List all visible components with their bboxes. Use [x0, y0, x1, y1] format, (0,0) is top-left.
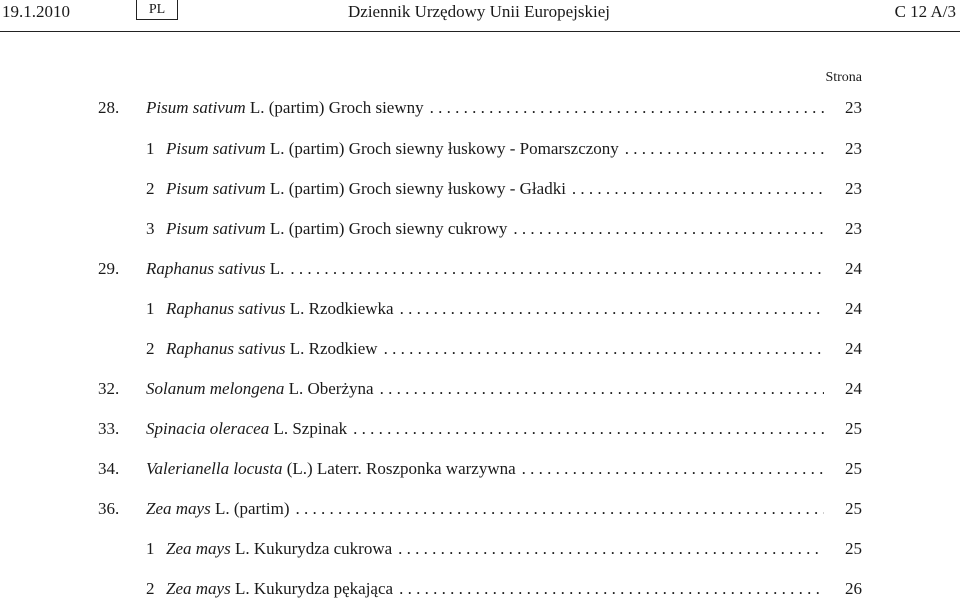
- common-name: L. (partim) Groch siewny łuskowy - Gładki: [269, 179, 566, 198]
- toc-entry: [146, 298, 824, 320]
- common-name: L. Rzodkiewka: [289, 299, 394, 318]
- scientific-name: Pisum sativum: [166, 179, 266, 198]
- toc-row[interactable]: [0, 458, 960, 480]
- scientific-name: Pisum sativum: [166, 219, 266, 238]
- toc-subentry-number: 2: [146, 179, 155, 198]
- toc-entry: [146, 578, 824, 600]
- dot-leader: [522, 458, 824, 480]
- dot-leader: [290, 258, 824, 280]
- journal-title: Dziennik Urzędowy Unii Europejskiej: [348, 2, 611, 21]
- toc-entry-number: 34.: [98, 459, 120, 478]
- toc-entry: [146, 338, 824, 360]
- scientific-name: Zea mays: [146, 499, 211, 518]
- dot-leader: [398, 538, 824, 560]
- toc-entry: [146, 138, 824, 160]
- toc-subentry-number: 3: [146, 219, 155, 238]
- scientific-name: Valerianella locusta: [146, 459, 283, 478]
- scientific-name: Solanum melongena: [146, 379, 285, 398]
- common-name: L. Szpinak: [273, 419, 348, 438]
- page-number: 24: [845, 299, 862, 318]
- language-badge: PL: [136, 0, 178, 20]
- dot-leader: [513, 218, 824, 240]
- toc-subentry-number: 1: [146, 299, 155, 318]
- page-column-label: Strona: [825, 70, 862, 85]
- toc-entry: [146, 538, 824, 560]
- common-name: (L.) Laterr. Roszponka warzywna: [286, 459, 516, 478]
- dot-leader: [399, 578, 824, 600]
- toc-entry: [146, 498, 824, 520]
- scientific-name: Raphanus sativus: [166, 339, 286, 358]
- toc-entry: [146, 178, 824, 200]
- page-number: 23: [845, 219, 862, 238]
- toc-row[interactable]: [0, 418, 960, 440]
- common-name: L. (partim) Groch siewny łuskowy - Pomarszczony: [269, 139, 619, 158]
- header-date: 19.1.2010: [2, 2, 70, 21]
- page-header: [0, 0, 960, 30]
- toc-row[interactable]: [0, 218, 960, 240]
- scientific-name: Spinacia oleracea: [146, 419, 270, 438]
- dot-leader: [353, 418, 824, 440]
- toc-subentry-number: 2: [146, 339, 155, 358]
- toc-subentry-number: 1: [146, 539, 155, 558]
- toc-subentry-number: 1: [146, 139, 155, 158]
- toc-row[interactable]: [0, 298, 960, 320]
- toc-row[interactable]: [0, 578, 960, 600]
- page-number: 23: [845, 179, 862, 198]
- scientific-name: Zea mays: [166, 539, 231, 558]
- scientific-name: Zea mays: [166, 579, 231, 598]
- toc-row[interactable]: [0, 538, 960, 560]
- header-rule: [0, 31, 960, 32]
- page-number: 23: [845, 139, 862, 158]
- toc-entry: [146, 97, 824, 119]
- toc-subentry-number: 2: [146, 579, 155, 598]
- toc-entry: [146, 258, 824, 280]
- page-number: 25: [845, 419, 862, 438]
- page-number: 23: [845, 98, 862, 117]
- toc-entry: [146, 378, 824, 400]
- common-name: L. (partim): [214, 499, 290, 518]
- page-number: 25: [845, 499, 862, 518]
- page-number: 25: [845, 539, 862, 558]
- common-name: L. Rzodkiew: [289, 339, 378, 358]
- toc-row[interactable]: [0, 97, 960, 119]
- toc-entry-number: 36.: [98, 499, 120, 518]
- page-number: 26: [845, 579, 862, 598]
- toc-entry-number: 28.: [98, 98, 120, 117]
- toc-entry: [146, 458, 824, 480]
- dot-leader: [380, 378, 824, 400]
- common-name: L.: [269, 259, 285, 278]
- toc-entry: [146, 418, 824, 440]
- common-name: L. (partim) Groch siewny cukrowy: [269, 219, 508, 238]
- scientific-name: Pisum sativum: [146, 98, 246, 117]
- common-name: L. Kukurydza cukrowa: [234, 539, 393, 558]
- toc-row[interactable]: [0, 258, 960, 280]
- toc-row[interactable]: [0, 378, 960, 400]
- toc-entry-number: 32.: [98, 379, 120, 398]
- common-name: L. Kukurydza pękająca: [234, 579, 394, 598]
- toc-row[interactable]: [0, 138, 960, 160]
- toc-entry: [146, 218, 824, 240]
- page-number: 24: [845, 339, 862, 358]
- scientific-name: Raphanus sativus: [146, 259, 266, 278]
- toc-row[interactable]: [0, 178, 960, 200]
- scientific-name: Raphanus sativus: [166, 299, 286, 318]
- toc-entry-number: 29.: [98, 259, 120, 278]
- scientific-name: Pisum sativum: [166, 139, 266, 158]
- dot-leader: [572, 178, 824, 200]
- toc-entry-number: 33.: [98, 419, 120, 438]
- page-number: 24: [845, 259, 862, 278]
- dot-leader: [430, 97, 824, 119]
- dot-leader: [296, 498, 824, 520]
- dot-leader: [400, 298, 824, 320]
- journal-reference: C 12 A/3: [894, 2, 956, 21]
- page-number: 24: [845, 379, 862, 398]
- toc-row[interactable]: [0, 498, 960, 520]
- common-name: L. Oberżyna: [288, 379, 374, 398]
- dot-leader: [384, 338, 824, 360]
- dot-leader: [625, 138, 824, 160]
- common-name: L. (partim) Groch siewny: [249, 98, 424, 117]
- page-number: 25: [845, 459, 862, 478]
- toc-row[interactable]: [0, 338, 960, 360]
